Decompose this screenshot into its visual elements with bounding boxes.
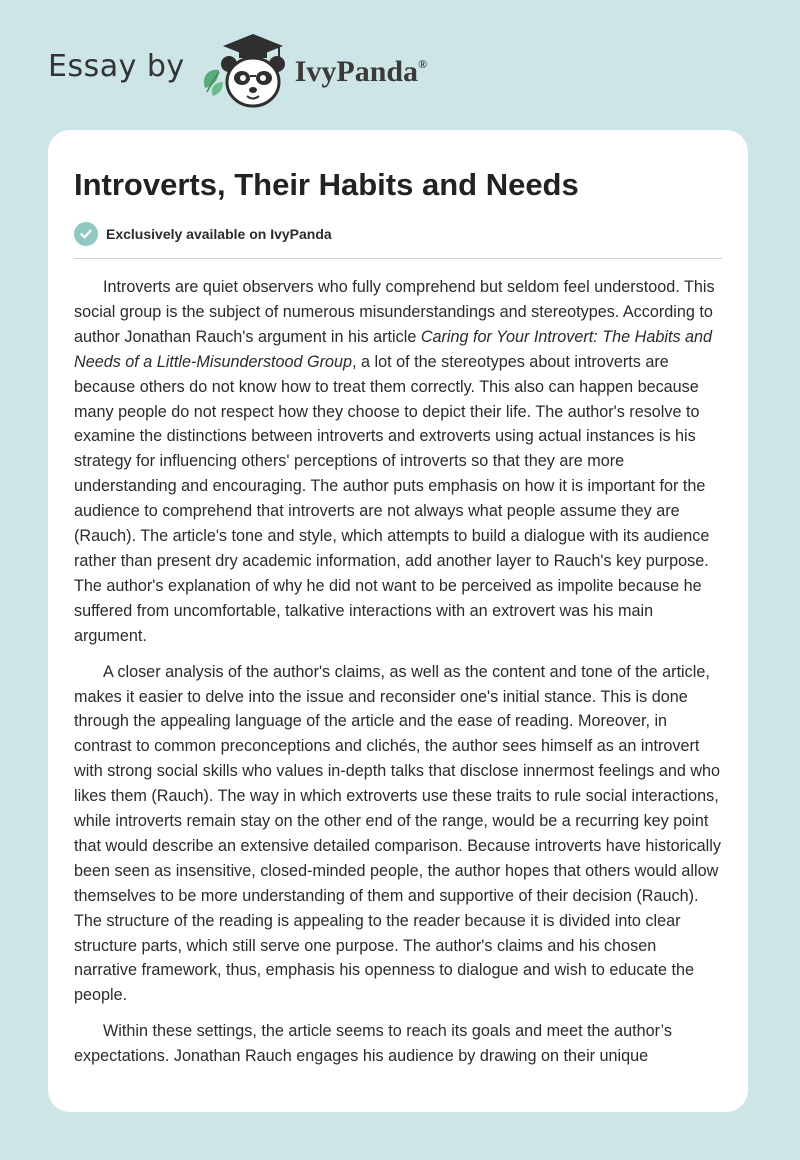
paragraph-1-text-b: , a lot of the stereotypes about introverts are because others do not know how to treat them correctly. This also can happen because many people do not respect how they choose to depict their life. The author's resolve to examine the distinctions between introverts and extroverts using actual instances is his strategy for influencing others' perceptions of introverts so that they are more understanding and encouraging. The author puts emphasis on how it is important for the audience to comprehend that introverts are not always what people assume they are (Rauch). The article's tone and style, which attempts to build a dialogue with its audience rather than present dry academic information, add another layer to Rauch's key purpose. The author's explanation of why he did not want to be perceived as impolite because he suffered from uncomfortable, talkative interactions with an extrovert was his main argument.	[74, 352, 710, 645]
divider	[74, 258, 722, 259]
exclusive-badge	[74, 222, 722, 246]
brand-name: IvyPanda®	[294, 55, 428, 88]
badge-label: Exclusively available on IvyPanda	[106, 226, 332, 242]
essay-by-label: Essay by	[48, 48, 185, 84]
page-title: Introverts, Their Habits and Needs	[74, 167, 579, 202]
article-title-italic: Caring for Your Introvert: The Habits and Needs of a Little-Misunderstood Group	[74, 327, 713, 371]
site-header	[48, 30, 427, 110]
paragraph-2: A closer analysis of the author's claims, as well as the content and tone of the article, makes it easier to delve into the issue and reconsider one's initial stance. This is done through the appealing language of the article and the ease of reading. Moreover, in contrast to common preconceptions and clichés, the author sees himself as an introvert with strong social skills who values in-depth talks that disclose innermost feelings and who likes them (Rauch). The way in which extroverts use these traits to rule social interactions, while introverts remain stay on the other end of the range, would be a recurring key point that would describe an extensive detailed comparison. Because introverts have historically been seen as insensitive, closed-minded people, the author hopes that others would allow themselves to be more understanding of them and supportive of their decision (Rauch). The structure of the reading is appealing to the reader because it is divided into clear structure parts, which still serve one purpose. The author's claims and his chosen narrative framework, thus, emphasis his openness to dialogue and wish to educate the people.	[74, 662, 721, 1005]
essay-body	[74, 275, 722, 1069]
essay-card	[48, 130, 748, 1112]
paragraph-1-text-a: Introverts are quiet observers who fully comprehend but seldom feel understood. This social group is the subject of numerous misunderstandings and stereotypes. According to author Jonathan Rauch's argument in his article	[74, 278, 715, 346]
check-icon	[74, 222, 98, 246]
paragraph-3: Within these settings, the article seems to reach its goals and meet the author’s expectations. Jonathan Rauch engages his audience by drawing on their unique	[74, 1022, 672, 1066]
paragraph-1	[74, 275, 722, 649]
panda-graduate-icon	[199, 30, 291, 110]
